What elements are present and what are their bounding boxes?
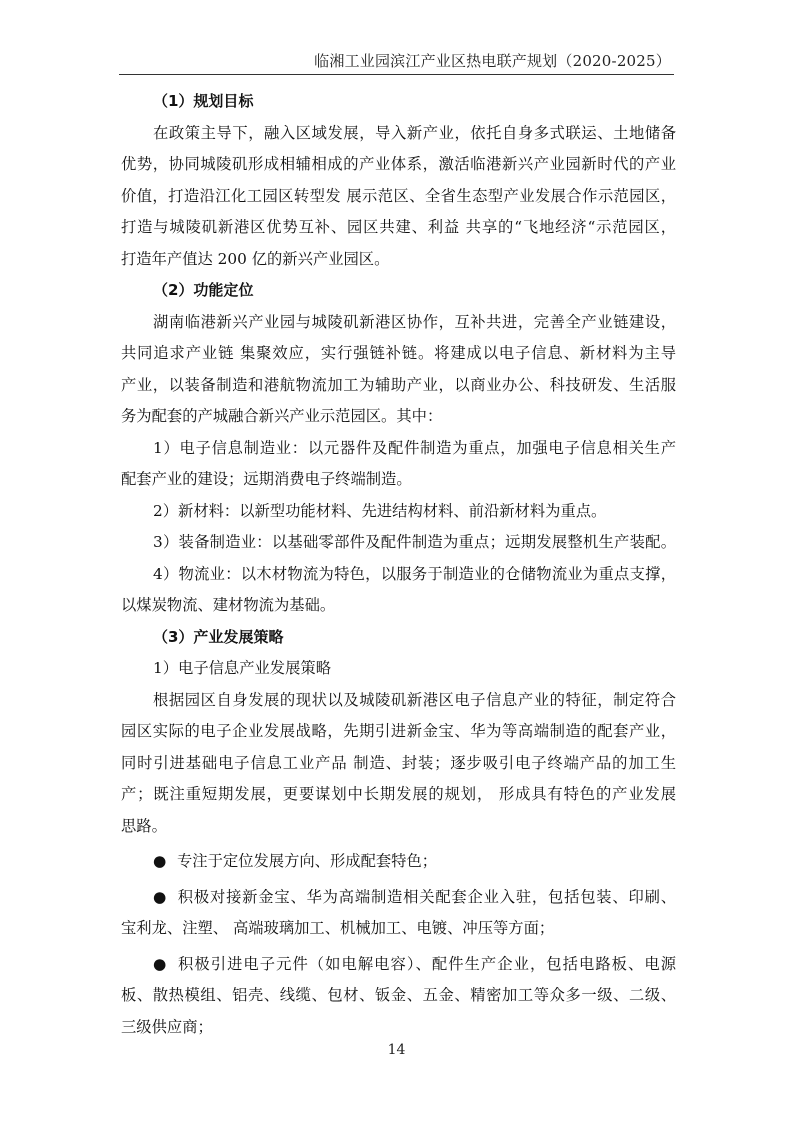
paragraph-line: 打造与城陵矶新港区优势互补、园区共建、利益 共享的“飞地经济“示范园区，: [121, 218, 676, 236]
section-heading-planning-goals: （1）规划目标: [153, 92, 254, 110]
paragraph-line: 务为配套的产城融合新兴产业示范园区。其中：: [121, 407, 443, 425]
paragraph-line: 优势，协同城陵矶形成相辅相成的产业体系，激活临港新兴产业园新时代的产业: [121, 155, 676, 173]
paragraph-line: 产业，以装备制造和港航物流加工为辅助产业，以商业办公、科技研发、生活服: [121, 375, 676, 394]
numbered-item-line: 2）新材料：以新型功能材料、先进结构材料、前沿新材料为重点。: [153, 501, 607, 520]
bullet-continuation: 三级供应商；: [121, 1017, 213, 1036]
header-divider: [119, 74, 674, 75]
bullet-icon: ●: [153, 887, 167, 906]
bullet-continuation: 宝利龙、注塑、 高端玻璃加工、机械加工、电镀、冲压等方面；: [121, 919, 555, 937]
paragraph-line: 思路。: [121, 816, 167, 835]
numbered-item-line: 以煤炭物流、建材物流为基础。: [121, 596, 336, 614]
bullet-continuation: 板、散热模组、铝壳、线缆、包材、钣金、五金、精密加工等众多一级、二级、: [121, 986, 676, 1004]
paragraph-line: 同时引进基础电子信息工业产品 制造、封装；逐步吸引电子终端产品的加工生: [121, 753, 676, 772]
bullet-text: 积极引进电子元件（如电解电容）、配件生产企业，包括电路板、电源: [177, 954, 676, 973]
paragraph-line: 打造年产值达 200 亿的新兴产业园区。: [121, 249, 390, 268]
bullet-icon: ●: [153, 954, 167, 973]
paragraph-line: 价值，打造沿江化工园区转型发 展示范区、全省生态型产业发展合作示范园区，: [121, 186, 676, 205]
paragraph-line: 湖南临港新兴产业园与城陵矶新港区协作，互补共进，完善全产业链建设，: [153, 312, 676, 331]
paragraph-line: 产；既注重短期发展，更要谋划中长期发展的规划， 形成具有特色的产业发展: [121, 785, 676, 803]
bullet-text: 积极对接新金宝、华为高端制造相关配套企业入驻，包括包装、印刷、: [177, 887, 676, 906]
section-heading-industry-strategy: （3）产业发展策略: [153, 627, 284, 646]
numbered-item-line: 3）装备制造业：以基础零部件及配件制造为重点；远期发展整机生产装配。: [153, 533, 676, 551]
paragraph-line: 根据园区自身发展的现状以及城陵矶新港区电子信息产业的特征，制定符合: [153, 690, 676, 709]
bullet-item: [121, 949, 676, 981]
paragraph-line: 共同追求产业链 集聚效应，实行强链补链。将建成以电子信息、新材料为主导: [121, 344, 676, 362]
numbered-item-line: 4）物流业：以木材物流为特色，以服务于制造业的仓储物流业为重点支撑，: [153, 564, 676, 583]
page-number: 14: [387, 1042, 406, 1058]
document-body: [121, 86, 676, 1043]
subsection-heading: 1）电子信息产业发展策略: [153, 659, 331, 677]
bullet-text: 专注于定位发展方向、形成配套特色；: [177, 852, 438, 870]
document-header-title: 临湘工业园滨江产业区热电联产规划（2020-2025）: [314, 52, 671, 70]
numbered-item-line: 1）电子信息制造业：以元器件及配件制造为重点，加强电子信息相关生产: [153, 438, 676, 457]
bullet-item: [121, 882, 676, 914]
paragraph-line: 园区实际的电子企业发展战略，先期引进新金宝、华为等高端制造的配套产业，: [121, 722, 676, 740]
bullet-icon: ●: [153, 852, 167, 870]
section-heading-function-positioning: （2）功能定位: [153, 281, 254, 299]
paragraph-line: 在政策主导下，融入区域发展，导入新产业，依托自身多式联运、土地储备: [153, 123, 676, 142]
numbered-item-line: 配套产业的建设；远期消费电子终端制造。: [121, 470, 412, 488]
bullet-item: [121, 846, 676, 878]
